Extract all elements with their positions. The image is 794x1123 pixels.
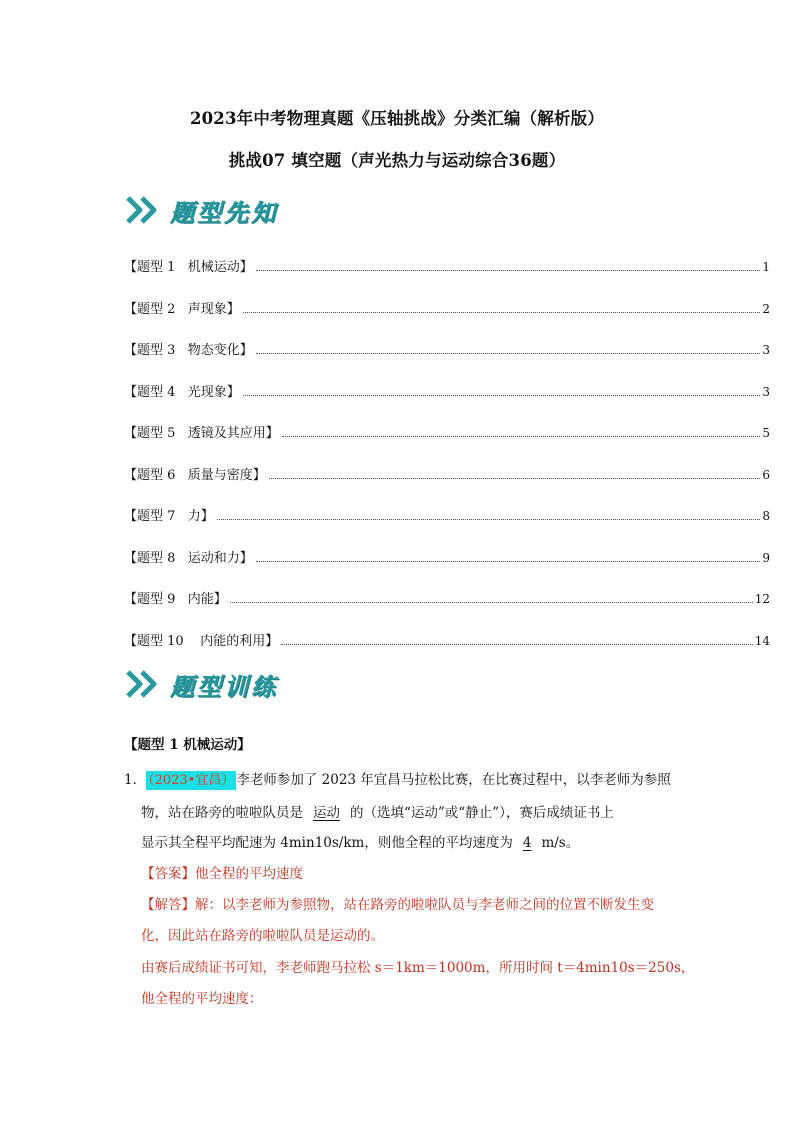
source-tag: （2023•宜昌） <box>148 773 235 788</box>
toc-leader-dots <box>256 560 761 562</box>
question-number: 1． <box>124 772 147 788</box>
toc-leader-dots <box>217 518 761 520</box>
toc-entry-label: 【题型 5 透镜及其应用】 <box>124 426 279 441</box>
banner-label: 题型训练 <box>170 671 278 701</box>
answer-blank: 运动 <box>313 805 340 821</box>
toc-entry-label: 【题型 6 质量与密度】 <box>124 467 266 483</box>
banner-label: 题型先知 <box>170 197 278 227</box>
toc-page-number: 6 <box>762 467 770 482</box>
toc-entry[interactable] <box>124 588 770 607</box>
double-chevron-icon <box>124 666 168 702</box>
toc-page-number: 8 <box>762 509 770 523</box>
question-line-3 <box>141 831 579 851</box>
question-text: 的（选填“运动”或“静止”），赛后成绩证书上 <box>350 805 614 821</box>
toc-leader-dots <box>243 394 761 396</box>
solution-text: 解：以李老师为参照物，站在路旁的啦啦队员与李老师之间的位置不断发生变 <box>195 897 654 913</box>
question-text: 李老师参加了 2023 年宜昌马拉松比赛，在比赛过程中，以李老师为参照 <box>236 772 671 788</box>
toc-page-number: 12 <box>754 592 770 606</box>
toc-page-number: 14 <box>754 633 770 648</box>
section-banner-preview <box>124 190 278 230</box>
section-banner-training <box>124 664 278 704</box>
toc-page-number: 3 <box>762 384 770 399</box>
toc-entry[interactable] <box>124 505 770 524</box>
question-text: 显示其全程平均配速为 4min10s/km，则他全程的平均速度为 <box>141 835 513 851</box>
solution-line-1 <box>141 893 654 913</box>
answer-text: 他全程的平均速度 <box>195 866 303 882</box>
toc-entry-label: 【题型 9 内能】 <box>124 592 227 607</box>
question-line-2 <box>141 801 614 821</box>
toc-page-number: 9 <box>762 550 770 565</box>
toc-entry-label: 【题型 2 声现象】 <box>124 301 240 317</box>
toc-entry-label: 【题型 1 机械运动】 <box>124 260 253 275</box>
page-title: 2023年中考物理真题《压轴挑战》分类汇编（解析版） <box>189 109 605 128</box>
toc-leader-dots <box>256 352 761 354</box>
solution-label: 【解答】 <box>141 897 195 913</box>
toc-entry[interactable] <box>124 381 770 400</box>
toc-page-number: 2 <box>762 301 770 316</box>
solution-line-2: 化，因此站在路旁的啦啦队员是运动的。 <box>141 928 384 944</box>
toc-page-number: 5 <box>762 426 770 440</box>
section-heading: 【题型 1 机械运动】 <box>124 737 251 753</box>
toc-entry-label: 【题型 10 内能的利用】 <box>124 633 279 649</box>
toc-leader-dots <box>243 311 761 313</box>
toc-leader-dots <box>256 269 761 271</box>
toc-leader-dots <box>230 601 753 603</box>
answer-blank: 4 <box>522 835 532 851</box>
toc-entry-label: 【题型 3 物态变化】 <box>124 343 253 358</box>
toc-entry[interactable] <box>124 339 770 358</box>
toc-entry[interactable] <box>124 547 770 566</box>
question-line-1 <box>124 768 671 788</box>
toc-page-number: 1 <box>762 260 770 274</box>
toc-entry[interactable] <box>124 464 770 483</box>
toc-leader-dots <box>282 435 761 437</box>
toc-leader-dots <box>281 643 753 645</box>
answer-line <box>141 862 303 882</box>
toc-entry[interactable] <box>124 422 770 441</box>
toc-entry-label: 【题型 4 光现象】 <box>124 384 240 400</box>
question-text: m/s。 <box>541 835 580 851</box>
toc-entry[interactable] <box>124 256 770 275</box>
toc-leader-dots <box>269 477 761 479</box>
toc-entry[interactable] <box>124 298 770 317</box>
toc-entry-label: 【题型 8 运动和力】 <box>124 550 253 566</box>
page-subtitle: 挑战07 填空题（声光热力与运动综合36题） <box>228 151 566 170</box>
toc-entry[interactable] <box>124 630 770 649</box>
answer-label: 【答案】 <box>141 866 195 882</box>
double-chevron-icon <box>124 192 168 228</box>
solution-line-4: 他全程的平均速度： <box>141 991 263 1007</box>
solution-line-3: 由赛后成绩证书可知，李老师跑马拉松 s＝1km＝1000m，所用时间 t＝4min10s＝250s， <box>141 960 695 976</box>
toc-entry-label: 【题型 7 力】 <box>124 509 214 524</box>
question-text: 物，站在路旁的啦啦队员是 <box>141 805 303 821</box>
toc-page-number: 3 <box>762 343 770 357</box>
